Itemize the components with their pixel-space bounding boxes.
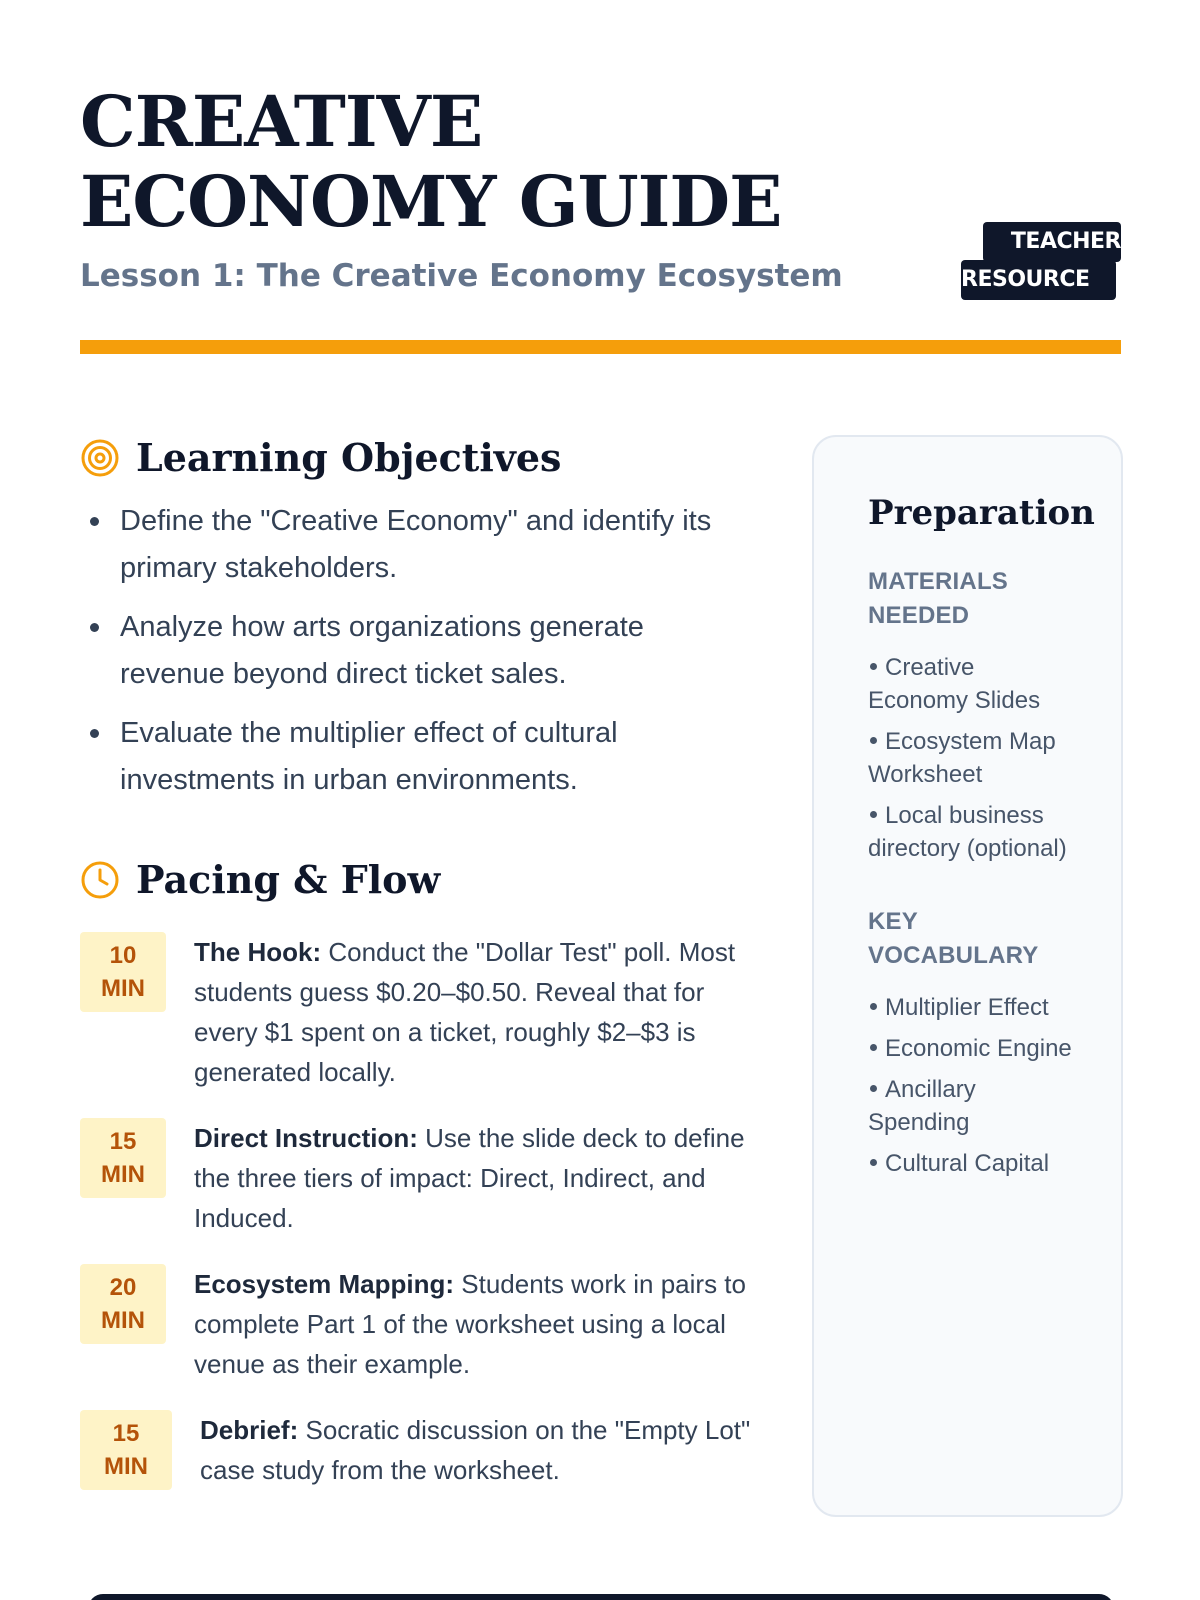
bullet-icon bbox=[870, 663, 877, 670]
duration-minutes: 15 bbox=[109, 1128, 137, 1155]
objective-item bbox=[90, 498, 750, 592]
clock-icon bbox=[80, 860, 120, 900]
objective-text: Analyze how arts organizations generate revenue beyond direct ticket sales. bbox=[120, 611, 644, 690]
duration-minutes: 15 bbox=[112, 1420, 140, 1447]
bullet-icon bbox=[90, 623, 99, 632]
material-text: Ecosystem Map Worksheet bbox=[868, 728, 1056, 788]
material-text: Local business directory (optional) bbox=[868, 802, 1067, 862]
bullet-icon bbox=[870, 811, 877, 818]
vocabulary-list bbox=[868, 991, 1081, 1180]
bullet-icon bbox=[870, 1044, 877, 1051]
material-text: Creative Economy Slides bbox=[868, 654, 1041, 714]
material-item bbox=[868, 799, 1078, 865]
objectives-heading: Learning Objectives bbox=[136, 435, 562, 480]
objectives-list bbox=[90, 498, 780, 804]
duration-minutes: 10 bbox=[109, 942, 137, 969]
duration-badge bbox=[80, 1118, 166, 1198]
vocab-item bbox=[868, 1073, 1078, 1139]
vocab-text: Economic Engine bbox=[885, 1035, 1072, 1062]
step-description bbox=[194, 932, 774, 1092]
step-title: Ecosystem Mapping: bbox=[194, 1269, 455, 1299]
materials-list bbox=[868, 651, 1081, 865]
materials-label: MATERIALS NEEDED bbox=[868, 568, 1009, 629]
pacing-step bbox=[80, 1410, 780, 1490]
step-title: The Hook: bbox=[194, 937, 322, 967]
duration-badge bbox=[80, 932, 166, 1012]
step-title: Direct Instruction: bbox=[194, 1123, 418, 1153]
pacing-header bbox=[80, 852, 780, 908]
vocab-text: Ancillary Spending bbox=[868, 1076, 976, 1136]
step-description bbox=[194, 1264, 774, 1384]
step-body: Conduct the "Dollar Test" poll. Most students guess $0.20–$0.50. Reveal that for every $1 spent on a ticket, roughly $2–$3 is generated locally. bbox=[194, 937, 736, 1087]
sidebar-heading: Preparation bbox=[868, 493, 1095, 533]
duration-unit: MIN bbox=[104, 1453, 148, 1480]
vocab-item bbox=[868, 991, 1078, 1024]
objective-item bbox=[90, 604, 750, 698]
step-title: Debrief: bbox=[200, 1415, 299, 1445]
bullet-icon bbox=[870, 1003, 877, 1010]
objective-item bbox=[90, 710, 750, 804]
accent-divider bbox=[80, 340, 1121, 354]
footer-bar bbox=[88, 1594, 1114, 1600]
title-line-2: ECONOMY GUIDE bbox=[80, 160, 782, 243]
duration-badge bbox=[80, 1410, 172, 1490]
material-item bbox=[868, 651, 1078, 717]
step-body: Socratic discussion on the "Empty Lot" case study from the worksheet. bbox=[200, 1415, 751, 1485]
title-line-1: CREATIVE bbox=[80, 80, 483, 163]
page-title bbox=[80, 82, 840, 242]
vocab-item bbox=[868, 1147, 1078, 1180]
bullet-icon bbox=[90, 729, 99, 738]
pacing-step bbox=[80, 1118, 780, 1238]
step-description bbox=[200, 1410, 780, 1490]
duration-badge bbox=[80, 1264, 166, 1344]
pacing-step bbox=[80, 932, 780, 1092]
material-item bbox=[868, 725, 1078, 791]
target-icon bbox=[80, 438, 120, 478]
objective-text: Evaluate the multiplier effect of cultural investments in urban environments. bbox=[120, 717, 618, 796]
pacing-steps bbox=[80, 932, 780, 1490]
vocabulary-label: KEY VOCABULARY bbox=[868, 908, 1039, 969]
step-body: Students work in pairs to complete Part 1 of the worksheet using a local venue as their example. bbox=[194, 1269, 746, 1379]
badge-line-2: RESOURCE bbox=[961, 260, 1116, 300]
badge-line-1: TEACHER bbox=[983, 222, 1121, 262]
vocab-item bbox=[868, 1032, 1078, 1065]
step-body: Use the slide deck to define the three tiers of impact: Direct, Indirect, and Induced. bbox=[194, 1123, 745, 1233]
main-column bbox=[80, 430, 780, 1516]
duration-unit: MIN bbox=[101, 1307, 145, 1334]
objective-text: Define the "Creative Economy" and identify its primary stakeholders. bbox=[120, 505, 712, 584]
preparation-sidebar bbox=[812, 435, 1123, 1517]
duration-unit: MIN bbox=[101, 1161, 145, 1188]
bullet-icon bbox=[870, 1159, 877, 1166]
bullet-icon bbox=[90, 517, 99, 526]
step-description bbox=[194, 1118, 774, 1238]
bullet-icon bbox=[870, 1085, 877, 1092]
lesson-subtitle: Lesson 1: The Creative Economy Ecosystem bbox=[80, 258, 843, 294]
vocab-text: Cultural Capital bbox=[885, 1150, 1050, 1177]
pacing-heading: Pacing & Flow bbox=[136, 857, 441, 902]
vocab-text: Multiplier Effect bbox=[885, 994, 1049, 1021]
bullet-icon bbox=[870, 737, 877, 744]
duration-minutes: 20 bbox=[109, 1274, 137, 1301]
objectives-header bbox=[80, 430, 780, 486]
teacher-resource-badge bbox=[961, 220, 1121, 302]
duration-unit: MIN bbox=[101, 975, 145, 1002]
pacing-step bbox=[80, 1264, 780, 1384]
